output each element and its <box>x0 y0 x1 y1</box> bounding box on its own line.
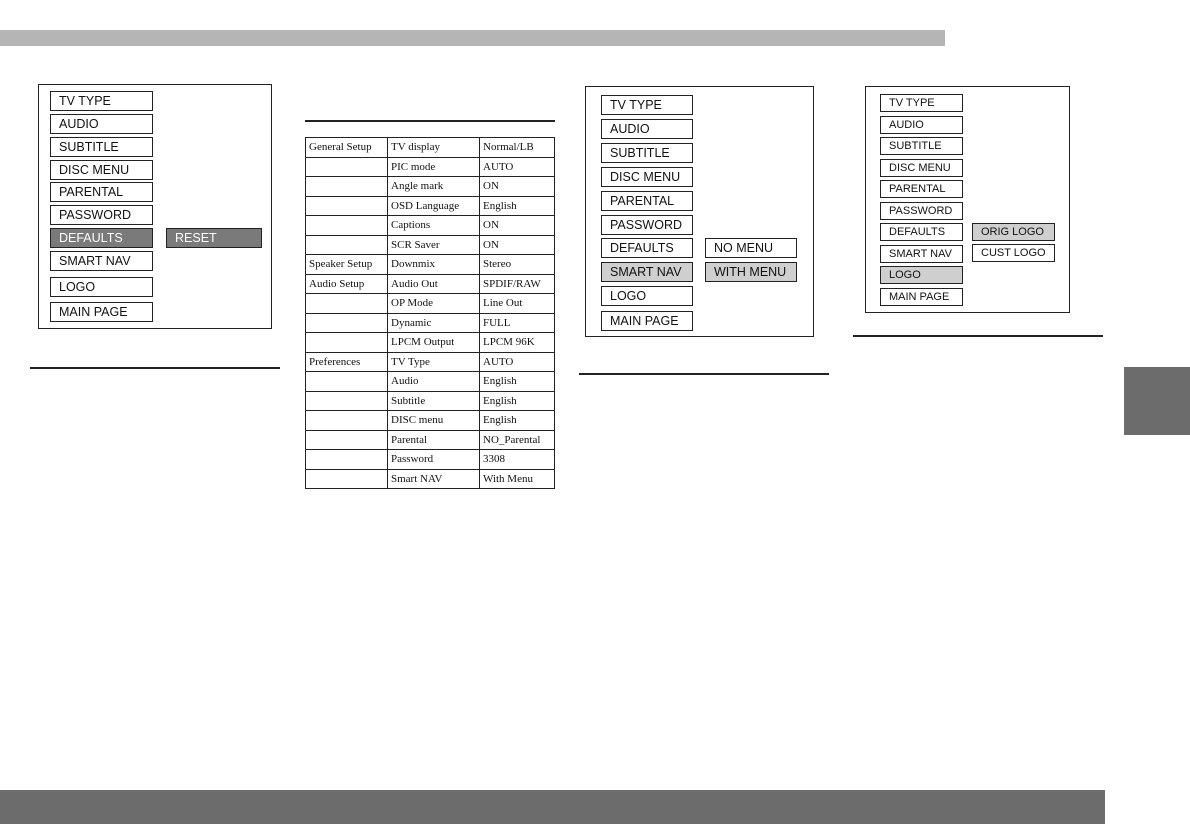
menu-item-defaults[interactable]: DEFAULTS <box>50 228 153 248</box>
table-row <box>306 157 555 177</box>
table-cell-setting: Angle mark <box>388 177 480 197</box>
submenu-option-reset[interactable]: RESET <box>166 228 262 248</box>
menu-item-subtitle[interactable]: SUBTITLE <box>601 143 693 163</box>
table-cell-category: Audio Setup <box>306 274 388 294</box>
osd-menu-logo <box>865 86 1070 313</box>
table-cell-setting: SCR Saver <box>388 235 480 255</box>
submenu-option-with-menu[interactable]: WITH MENU <box>705 262 797 282</box>
table-cell-setting: Subtitle <box>388 391 480 411</box>
table-cell-value: ON <box>480 235 555 255</box>
table-cell-value: Line Out <box>480 294 555 314</box>
menu-item-smart-nav[interactable]: SMART NAV <box>50 251 153 271</box>
table-cell-category <box>306 157 388 177</box>
submenu-option-cust-logo[interactable]: CUST LOGO <box>972 244 1055 262</box>
menu-item-subtitle[interactable]: SUBTITLE <box>880 137 963 155</box>
menu-item-disc-menu[interactable]: DISC MENU <box>50 160 153 180</box>
table-cell-category <box>306 450 388 470</box>
menu-item-main-page[interactable]: MAIN PAGE <box>601 311 693 331</box>
menu-item-tv-type[interactable]: TV TYPE <box>880 94 963 112</box>
table-cell-setting: TV Type <box>388 352 480 372</box>
settings-table <box>305 137 555 489</box>
menu-item-audio[interactable]: AUDIO <box>50 114 153 134</box>
menu-item-main-page[interactable]: MAIN PAGE <box>880 288 963 306</box>
menu-item-logo[interactable]: LOGO <box>601 286 693 306</box>
table-cell-value: LPCM 96K <box>480 333 555 353</box>
menu-item-subtitle[interactable]: SUBTITLE <box>50 137 153 157</box>
table-row <box>306 372 555 392</box>
table-cell-value: AUTO <box>480 157 555 177</box>
table-row <box>306 294 555 314</box>
table-cell-category <box>306 196 388 216</box>
table-cell-category <box>306 235 388 255</box>
table-cell-value: Normal/LB <box>480 138 555 158</box>
menu-item-disc-menu[interactable]: DISC MENU <box>880 159 963 177</box>
table-cell-setting: TV display <box>388 138 480 158</box>
table-cell-category: Speaker Setup <box>306 255 388 275</box>
menu-item-defaults[interactable]: DEFAULTS <box>880 223 963 241</box>
table-cell-value: SPDIF/RAW <box>480 274 555 294</box>
menu-item-defaults[interactable]: DEFAULTS <box>601 238 693 258</box>
table-cell-category: General Setup <box>306 138 388 158</box>
menu-item-parental[interactable]: PARENTAL <box>50 182 153 202</box>
osd-menu-defaults <box>38 84 272 329</box>
osd-menu-smart-nav <box>585 86 814 337</box>
table-cell-setting: Smart NAV <box>388 469 480 489</box>
table-cell-value: ON <box>480 216 555 236</box>
table-cell-value: 3308 <box>480 450 555 470</box>
table-cell-setting: OSD Language <box>388 196 480 216</box>
table-cell-value: Stereo <box>480 255 555 275</box>
table-cell-category: Preferences <box>306 352 388 372</box>
menu-item-tv-type[interactable]: TV TYPE <box>601 95 693 115</box>
table-cell-category <box>306 372 388 392</box>
table-row <box>306 352 555 372</box>
table-cell-category <box>306 294 388 314</box>
menu-item-tv-type[interactable]: TV TYPE <box>50 91 153 111</box>
table-cell-setting: Downmix <box>388 255 480 275</box>
menu-item-logo[interactable]: LOGO <box>880 266 963 284</box>
table-row <box>306 274 555 294</box>
section-rule-c <box>579 373 829 375</box>
table-cell-category <box>306 177 388 197</box>
table-row <box>306 177 555 197</box>
table-row <box>306 391 555 411</box>
table-cell-value: AUTO <box>480 352 555 372</box>
menu-item-password[interactable]: PASSWORD <box>880 202 963 220</box>
menu-item-parental[interactable]: PARENTAL <box>601 191 693 211</box>
table-row <box>306 430 555 450</box>
menu-item-smart-nav[interactable]: SMART NAV <box>880 245 963 263</box>
table-row <box>306 469 555 489</box>
top-decorative-bar <box>0 30 945 46</box>
table-cell-value: English <box>480 391 555 411</box>
table-row <box>306 333 555 353</box>
table-row <box>306 255 555 275</box>
table-cell-value: With Menu <box>480 469 555 489</box>
table-row <box>306 411 555 431</box>
table-cell-setting: OP Mode <box>388 294 480 314</box>
table-row <box>306 235 555 255</box>
table-row <box>306 313 555 333</box>
submenu-option-no-menu[interactable]: NO MENU <box>705 238 797 258</box>
menu-item-logo[interactable]: LOGO <box>50 277 153 297</box>
menu-item-disc-menu[interactable]: DISC MENU <box>601 167 693 187</box>
table-cell-setting: Dynamic <box>388 313 480 333</box>
table-row <box>306 450 555 470</box>
table-cell-category <box>306 216 388 236</box>
table-cell-setting: DISC menu <box>388 411 480 431</box>
table-cell-value: ON <box>480 177 555 197</box>
table-cell-value: English <box>480 372 555 392</box>
section-rule-d <box>853 335 1103 337</box>
table-cell-category <box>306 391 388 411</box>
table-cell-category <box>306 469 388 489</box>
table-cell-value: English <box>480 411 555 431</box>
table-cell-category <box>306 430 388 450</box>
section-rule-table <box>305 120 555 122</box>
table-cell-setting: Parental <box>388 430 480 450</box>
menu-item-main-page[interactable]: MAIN PAGE <box>50 302 153 322</box>
table-row <box>306 138 555 158</box>
menu-item-smart-nav[interactable]: SMART NAV <box>601 262 693 282</box>
table-cell-value: English <box>480 196 555 216</box>
table-cell-setting: Password <box>388 450 480 470</box>
menu-item-audio[interactable]: AUDIO <box>880 116 963 134</box>
submenu-option-orig-logo[interactable]: ORIG LOGO <box>972 223 1055 241</box>
table-cell-setting: Audio <box>388 372 480 392</box>
table-cell-category <box>306 333 388 353</box>
table-cell-category <box>306 313 388 333</box>
table-cell-setting: PIC mode <box>388 157 480 177</box>
table-cell-category <box>306 411 388 431</box>
table-cell-setting: Audio Out <box>388 274 480 294</box>
section-rule-a <box>30 367 280 369</box>
bottom-decorative-bar <box>0 790 1105 824</box>
table-cell-setting: LPCM Output <box>388 333 480 353</box>
menu-item-audio[interactable]: AUDIO <box>601 119 693 139</box>
menu-item-password[interactable]: PASSWORD <box>601 215 693 235</box>
menu-item-parental[interactable]: PARENTAL <box>880 180 963 198</box>
table-cell-setting: Captions <box>388 216 480 236</box>
chapter-side-tab <box>1124 367 1190 435</box>
table-row <box>306 196 555 216</box>
table-cell-value: FULL <box>480 313 555 333</box>
menu-item-password[interactable]: PASSWORD <box>50 205 153 225</box>
table-row <box>306 216 555 236</box>
table-cell-value: NO_Parental <box>480 430 555 450</box>
